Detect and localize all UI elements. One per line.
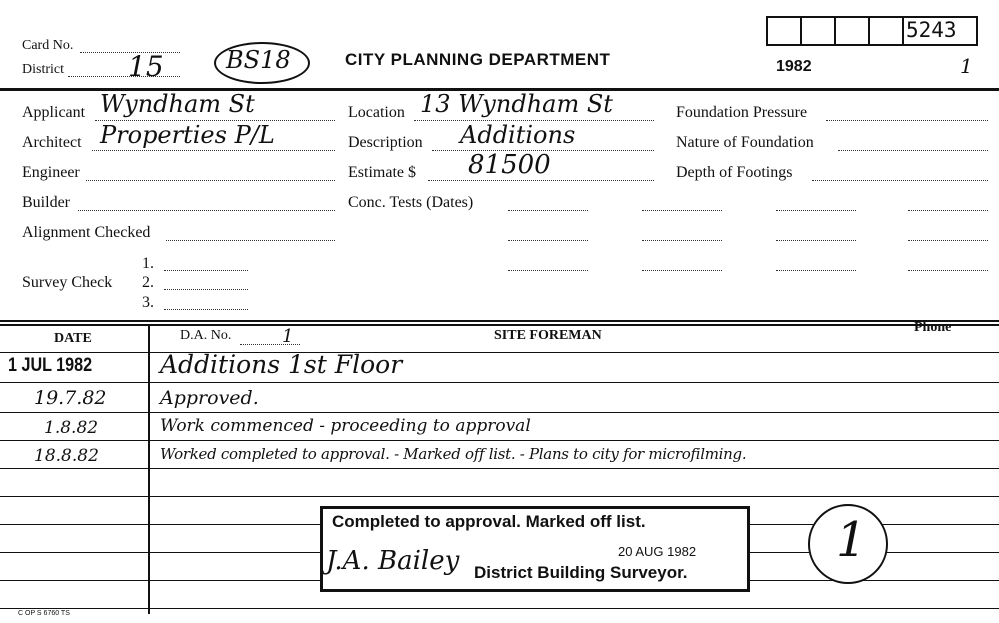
- da-value: 1: [282, 326, 294, 347]
- survey-label: Survey Check: [22, 274, 113, 291]
- date-header: DATE: [54, 331, 92, 346]
- table-rule: [0, 468, 999, 469]
- footer-code: C OP S 6760 TS: [18, 610, 70, 617]
- card-number: 5243: [906, 18, 957, 42]
- conc-date-line: [776, 270, 856, 271]
- department-title: CITY PLANNING DEPARTMENT: [345, 50, 611, 69]
- card-no-label: Card No.: [22, 38, 74, 53]
- table-rule: [0, 382, 999, 383]
- table-row-date: 1 JUL 1982: [8, 355, 93, 376]
- date-column-divider: [148, 324, 150, 614]
- survey-line-1: [164, 270, 248, 271]
- conc-date-line: [508, 210, 588, 211]
- stamp-line-2: District Building Surveyor.: [474, 563, 688, 582]
- circled-number: 1: [836, 512, 867, 568]
- architect-value: Properties P/L: [100, 121, 275, 149]
- table-row-date: 19.7.82: [34, 387, 107, 409]
- description-value: Additions: [460, 121, 576, 149]
- alignment-label: Alignment Checked: [22, 224, 151, 241]
- estimate-value: 81500: [468, 150, 551, 180]
- survey-line-3: [164, 309, 248, 310]
- phone-header: Phone: [914, 320, 952, 335]
- table-rule: [0, 412, 999, 413]
- builder-label: Builder: [22, 194, 70, 211]
- conc-date-line: [908, 210, 988, 211]
- architect-line: [92, 150, 335, 151]
- location-label: Location: [348, 104, 405, 121]
- stamp-date: 20 AUG 1982: [618, 544, 697, 559]
- table-row-date: 18.8.82: [34, 446, 99, 466]
- nature-foundation-label: Nature of Foundation: [676, 134, 814, 151]
- district-label: District: [22, 62, 64, 77]
- survey-line-2: [164, 289, 248, 290]
- table-row-date: 1.8.82: [44, 418, 99, 438]
- number-box: [766, 16, 800, 46]
- foundation-pressure-label: Foundation Pressure: [676, 104, 808, 121]
- conc-date-line: [508, 240, 588, 241]
- estimate-line: [428, 180, 654, 181]
- table-row-entry: Worked completed to approval. - Marked off list. - Plans to city for microfilming.: [160, 445, 747, 463]
- description-label: Description: [348, 134, 423, 151]
- foundation-pressure-line: [826, 120, 988, 121]
- sheet-number: 1: [960, 54, 973, 78]
- nature-foundation-line: [838, 150, 988, 151]
- depth-footings-line: [812, 180, 988, 181]
- stamp-line-1: Completed to approval. Marked off list.: [332, 512, 646, 531]
- alignment-line: [166, 240, 335, 241]
- table-rule: [0, 496, 999, 497]
- conc-tests-label: Conc. Tests (Dates): [348, 194, 474, 211]
- applicant-label: Applicant: [22, 104, 86, 121]
- location-value: 13 Wyndham St: [420, 90, 613, 118]
- table-row-entry: Approved.: [160, 387, 259, 409]
- circled-code: BS18: [226, 46, 291, 74]
- conc-date-line: [508, 270, 588, 271]
- stamp-signature: J.A. Bailey: [326, 546, 460, 576]
- district-value: 15: [128, 50, 164, 83]
- number-box: [834, 16, 868, 46]
- table-top-rule: [0, 320, 999, 322]
- table-rule: [0, 352, 999, 353]
- engineer-label: Engineer: [22, 164, 80, 181]
- conc-date-line: [776, 210, 856, 211]
- survey-num-3: 3.: [142, 294, 154, 311]
- table-rule: [0, 608, 999, 609]
- da-label: D.A. No.: [180, 328, 232, 343]
- estimate-label: Estimate $: [348, 164, 416, 181]
- survey-num-2: 2.: [142, 274, 154, 291]
- depth-footings-label: Depth of Footings: [676, 164, 793, 181]
- engineer-line: [86, 180, 335, 181]
- conc-date-line: [908, 240, 988, 241]
- number-box: [868, 16, 902, 46]
- conc-date-line: [642, 210, 722, 211]
- conc-date-line: [908, 270, 988, 271]
- conc-date-line: [776, 240, 856, 241]
- conc-date-line: [642, 270, 722, 271]
- architect-label: Architect: [22, 134, 82, 151]
- table-row-entry: Additions 1st Floor: [160, 350, 403, 379]
- table-row-entry: Work commenced - proceeding to approval: [160, 416, 531, 436]
- table-rule: [0, 440, 999, 441]
- year: 1982: [776, 58, 812, 75]
- number-box: [800, 16, 834, 46]
- site-foreman-header: SITE FOREMAN: [494, 328, 602, 343]
- builder-line: [78, 210, 335, 211]
- conc-date-line: [642, 240, 722, 241]
- survey-num-1: 1.: [142, 255, 154, 272]
- applicant-value: Wyndham St: [100, 90, 255, 118]
